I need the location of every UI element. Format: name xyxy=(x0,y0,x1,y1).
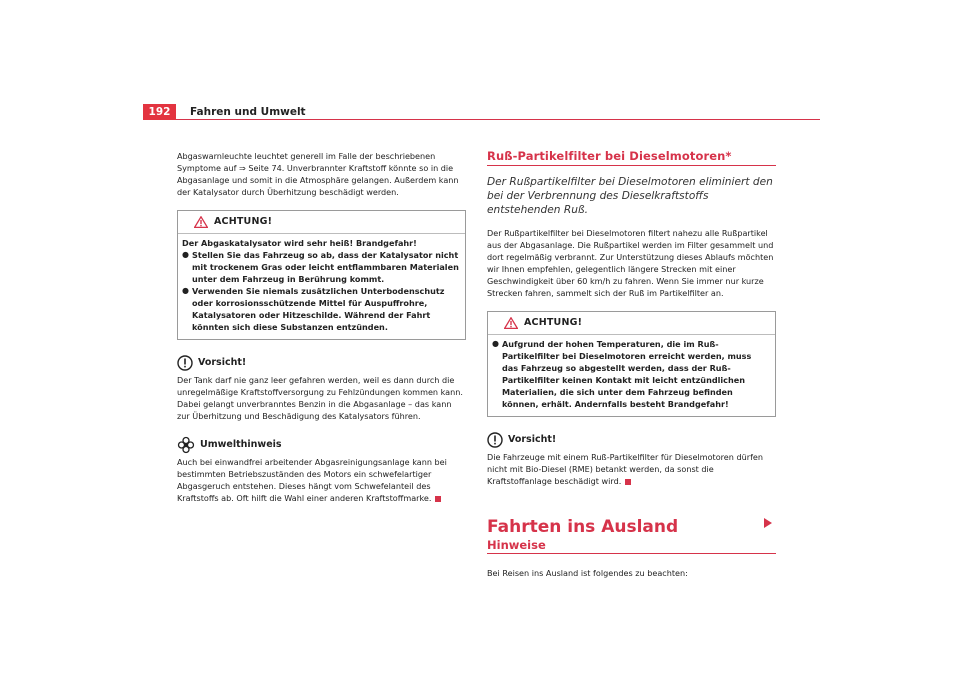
page-header-title: Fahren und Umwelt xyxy=(190,106,306,118)
warning-header xyxy=(504,312,769,334)
caution-circle-icon xyxy=(487,432,503,448)
continue-arrow-icon xyxy=(764,518,772,528)
warning-triangle-icon xyxy=(194,216,208,228)
environment-note-text: Auch bei einwandfrei arbeitender Abgasreinigungsanlage kann bei bestimmten Betriebszuständen des Motors ein schwefelartiger Abgasgeruch entstehen. Dieses hängt vom Schwefelanteil des Kraftstoffs ab. Oft hilft die Wahl einer anderen Kraftstoffmarke. xyxy=(177,457,447,503)
caution-text: Die Fahrzeuge mit einem Ruß-Partikelfilter für Dieselmotoren dürfen nicht mit Bio-Diesel (RME) betankt werden, da sonst die Kraftstoffanlage beschädigt wird. xyxy=(487,452,764,486)
warning-box xyxy=(177,210,466,340)
header-divider xyxy=(176,119,820,120)
caution-title: Vorsicht! xyxy=(198,357,247,368)
caution-text: Der Tank darf nie ganz leer gefahren werden, weil es dann durch die unregelmäßige Kraftstoffversorgung zu Fehlzündungen kommen kann. Dabei gelangt unverbranntes Benzin in die Abgasanlage – das kann zur Überhitzung und Beschädigung des Katalysators führen. xyxy=(177,375,463,421)
subsection-text: Bei Reisen ins Ausland ist folgendes zu beachten: xyxy=(487,568,688,578)
intro-paragraph: Abgaswarnleuchte leuchtet generell im Falle der beschriebenen Symptome auf ⇒ Seite 74. Unverbrannter Kraftstoff könnte so in die Abgasanlage und somit in die Atmosphäre gelangen. Außerdem kann der Katalysator durch Überhitzung beschädigt werden. xyxy=(177,151,459,197)
environment-note-header xyxy=(177,434,466,456)
chapter-title: Fahrten ins Ausland xyxy=(487,517,679,537)
right-column xyxy=(487,150,776,579)
warning-item xyxy=(182,285,459,333)
page-number: 192 xyxy=(143,104,176,120)
caution-title: Vorsicht! xyxy=(508,434,557,445)
section-title: Ruß-Partikelfilter bei Dieselmotoren* xyxy=(487,150,776,166)
bullet-icon: ● xyxy=(492,339,499,348)
warning-header xyxy=(194,211,459,233)
warning-title: ACHTUNG! xyxy=(524,317,583,328)
section-end-marker xyxy=(625,479,631,485)
left-column xyxy=(177,150,466,504)
bullet-icon: ● xyxy=(182,286,189,295)
warning-triangle-icon xyxy=(504,317,518,329)
warning-lead: Der Abgaskatalysator wird sehr heiß! Brandgefahr! xyxy=(182,238,417,248)
caution-header xyxy=(177,352,466,374)
bullet-icon: ● xyxy=(182,250,189,259)
subsection-title: Hinweise xyxy=(487,539,776,554)
warning-divider xyxy=(178,233,465,234)
flower-icon xyxy=(177,436,195,454)
warning-item-text: Stellen Sie das Fahrzeug so ab, dass der Katalysator nicht mit trockenem Gras oder leicht entflammbaren Materialen unter dem Fahrzeug in Berührung kommt. xyxy=(192,250,459,284)
section-body: Der Rußpartikelfilter bei Dieselmotoren filtert nahezu alle Rußpartikel aus der Abgasanlage. Die Rußpartikel werden im Filter gesammelt und dort regelmäßig verbrannt. Zur Unterstützung dieses Ablaufs möchten wir Ihnen empfehlen, gelegentlich längere Strecken mit einer Geschwindigkeit über 60 km/h zu fahren. Wenn Sie immer nur kurze Strecken fahren, sammelt sich der Ruß im Partikelfilter an. xyxy=(487,228,774,298)
section-end-marker xyxy=(435,496,441,502)
warning-box xyxy=(487,311,776,417)
warning-item xyxy=(492,338,769,410)
warning-title: ACHTUNG! xyxy=(214,216,273,227)
warning-item xyxy=(182,249,459,285)
caution-circle-icon xyxy=(177,355,193,371)
section-lead: Der Rußpartikelfilter bei Dieselmotoren eliminiert den bei der Verbrennung des Dieselkraftstoffs entstehenden Ruß. xyxy=(487,176,773,216)
environment-note-title: Umwelthinweis xyxy=(200,439,282,450)
warning-item-text: Verwenden Sie niemals zusätzlichen Unterbodenschutz oder korrosionsschützende Mittel für Auspuffrohre, Katalysatoren oder Hitzeschilde. Während der Fahrt könnten sich diese Substanzen entzünden. xyxy=(192,286,445,332)
warning-item-text: Aufgrund der hohen Temperaturen, die im Ruß-Partikelfilter bei Dieselmotoren erreicht werden, muss das Fahrzeug so abgestellt werden, dass der Ruß-Partikelfilter keinen Kontakt mit leicht entzündlichen Materialien, die sich unter dem Fahrzeug befinden können, erhält. Andernfalls besteht Brandgefahr! xyxy=(502,339,752,409)
warning-divider xyxy=(488,334,775,335)
caution-header xyxy=(487,429,776,451)
